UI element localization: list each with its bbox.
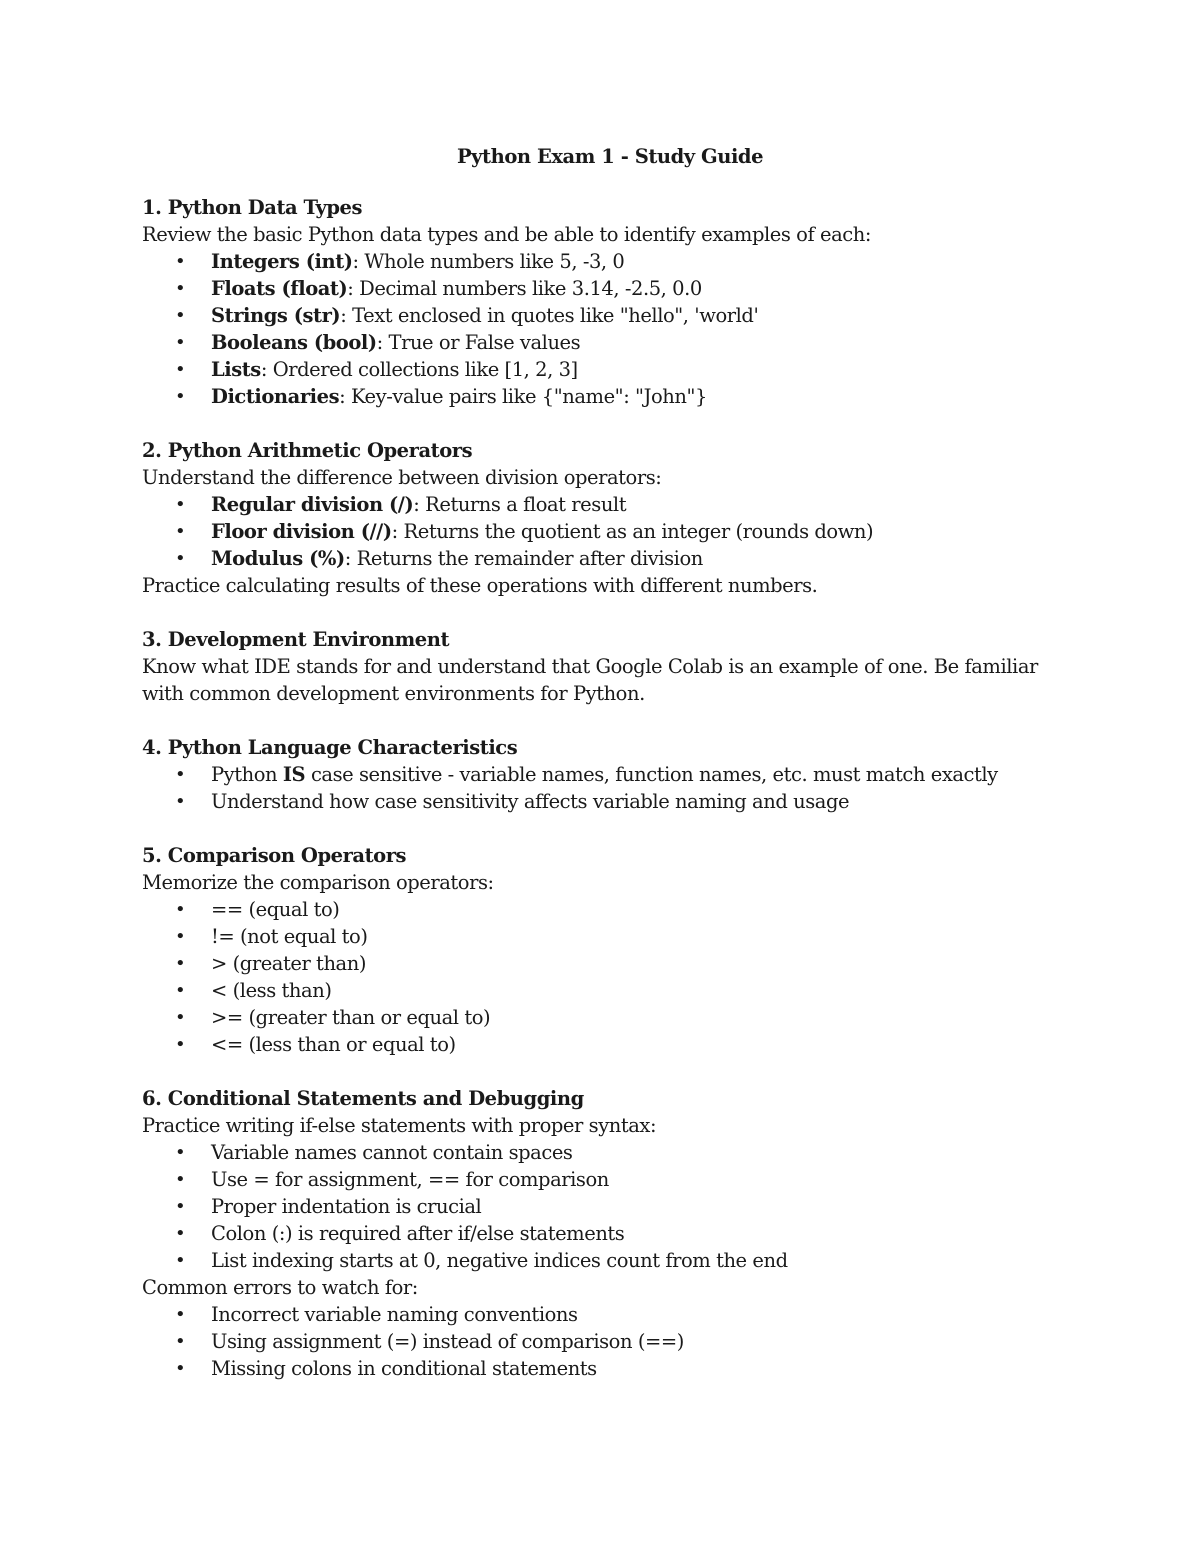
term: Lists [211,358,261,381]
bullet-icon: • [175,1331,186,1352]
document-page [142,140,1062,1409]
bullet-icon: • [175,953,186,974]
section-conditional-statements [142,1085,1062,1382]
item-text: Colon (:) is required after if/else statements [211,1222,625,1245]
bullet-list [142,491,1062,572]
term: Integers (int) [211,250,353,273]
item-text: : Ordered collections like [1, 2, 3] [260,358,578,381]
section-heading: 6. Conditional Statements and Debugging [142,1087,584,1110]
section-heading: 4. Python Language Characteristics [142,736,518,759]
item-text: <= (less than or equal to) [211,1033,456,1056]
section-development-environment [142,626,1062,707]
item-text: Variable names cannot contain spaces [211,1141,573,1164]
item-text: Understand how case sensitivity affects variable naming and usage [211,790,850,813]
term: Floor division (//) [211,520,392,543]
list-item [142,1031,1062,1058]
emphasis: IS [282,763,306,786]
term: Floats (float) [211,277,348,300]
bullet-icon: • [175,386,186,407]
section-language-characteristics [142,734,1062,815]
paragraph-line: Know what IDE stands for and understand that Google Colab is an example of one. Be familiar [142,655,1038,678]
section-comparison-operators [142,842,1062,1058]
section-subintro: Common errors to watch for: [142,1276,418,1299]
document-title: Python Exam 1 - Study Guide [456,145,764,168]
term: Regular division (/) [211,493,414,516]
item-text: Using assignment (=) instead of comparison (==) [211,1330,684,1353]
list-item [142,356,1062,383]
list-item [142,1220,1062,1247]
item-text: : Key-value pairs like {"name": "John"} [339,385,707,408]
bullet-list [142,1301,1062,1382]
bullet-icon: • [175,1196,186,1217]
item-text: Missing colons in conditional statements [211,1357,597,1380]
section-intro: Memorize the comparison operators: [142,871,494,894]
bullet-list [142,761,1062,815]
bullet-icon: • [175,899,186,920]
list-item [142,977,1062,1004]
bullet-icon: • [175,1304,186,1325]
section-intro: Understand the difference between division operators: [142,466,662,489]
list-item [142,545,1062,572]
bullet-icon: • [175,1358,186,1379]
item-text: : Returns the remainder after division [344,547,703,570]
bullet-icon: • [175,332,186,353]
bullet-list [142,896,1062,1058]
bullet-icon: • [175,251,186,272]
item-text: Proper indentation is crucial [211,1195,482,1218]
bullet-icon: • [175,1007,186,1028]
bullet-icon: • [175,791,186,812]
list-item [142,896,1062,923]
bullet-list [142,1139,1062,1274]
term: Dictionaries [211,385,340,408]
list-item [142,1166,1062,1193]
list-item [142,1247,1062,1274]
list-item [142,383,1062,410]
bullet-list [142,248,1062,410]
list-item [142,329,1062,356]
section-heading: 5. Comparison Operators [142,844,407,867]
section-data-types [142,194,1062,410]
section-outro: Practice calculating results of these operations with different numbers. [142,574,818,597]
list-item [142,1301,1062,1328]
item-text: < (less than) [211,979,332,1002]
item-text-post: case sensitive - variable names, function names, etc. must match exactly [305,763,998,786]
list-item [142,518,1062,545]
item-text: : Returns the quotient as an integer (rounds down) [391,520,874,543]
bullet-icon: • [175,1250,186,1271]
section-intro: Review the basic Python data types and be able to identify examples of each: [142,223,871,246]
list-item [142,788,1062,815]
bullet-icon: • [175,305,186,326]
list-item [142,1355,1062,1382]
section-heading: 3. Development Environment [142,628,450,651]
item-text: : Text enclosed in quotes like "hello", 'world' [340,304,759,327]
bullet-icon: • [175,278,186,299]
section-intro: Practice writing if-else statements with proper syntax: [142,1114,657,1137]
list-item [142,1328,1062,1355]
item-text: : Decimal numbers like 3.14, -2.5, 0.0 [347,277,702,300]
list-item [142,491,1062,518]
bullet-icon: • [175,1223,186,1244]
bullet-icon: • [175,521,186,542]
bullet-icon: • [175,764,186,785]
bullet-icon: • [175,980,186,1001]
bullet-icon: • [175,926,186,947]
item-text: Use = for assignment, == for comparison [211,1168,609,1191]
list-item [142,275,1062,302]
term: Modulus (%) [211,547,345,570]
section-heading: 2. Python Arithmetic Operators [142,439,473,462]
bullet-icon: • [175,1169,186,1190]
list-item [142,950,1062,977]
section-heading: 1. Python Data Types [142,196,362,219]
item-text: == (equal to) [211,898,340,921]
list-item [142,761,1062,788]
item-text: : True or False values [376,331,581,354]
list-item [142,923,1062,950]
list-item [142,248,1062,275]
item-text: > (greater than) [211,952,366,975]
item-text: : Whole numbers like 5, -3, 0 [352,250,625,273]
bullet-icon: • [175,359,186,380]
item-text: : Returns a float result [413,493,627,516]
item-text: != (not equal to) [211,925,368,948]
term: Booleans (bool) [211,331,377,354]
item-text: List indexing starts at 0, negative indices count from the end [211,1249,788,1272]
list-item [142,1004,1062,1031]
list-item [142,302,1062,329]
item-text: Incorrect variable naming conventions [211,1303,578,1326]
bullet-icon: • [175,494,186,515]
item-text-pre: Python [211,763,283,786]
list-item [142,1139,1062,1166]
bullet-icon: • [175,548,186,569]
term: Strings (str) [211,304,341,327]
list-item [142,1193,1062,1220]
section-arithmetic-operators [142,437,1062,599]
item-text: >= (greater than or equal to) [211,1006,491,1029]
bullet-icon: • [175,1142,186,1163]
bullet-icon: • [175,1034,186,1055]
paragraph-line: with common development environments for Python. [142,682,645,705]
